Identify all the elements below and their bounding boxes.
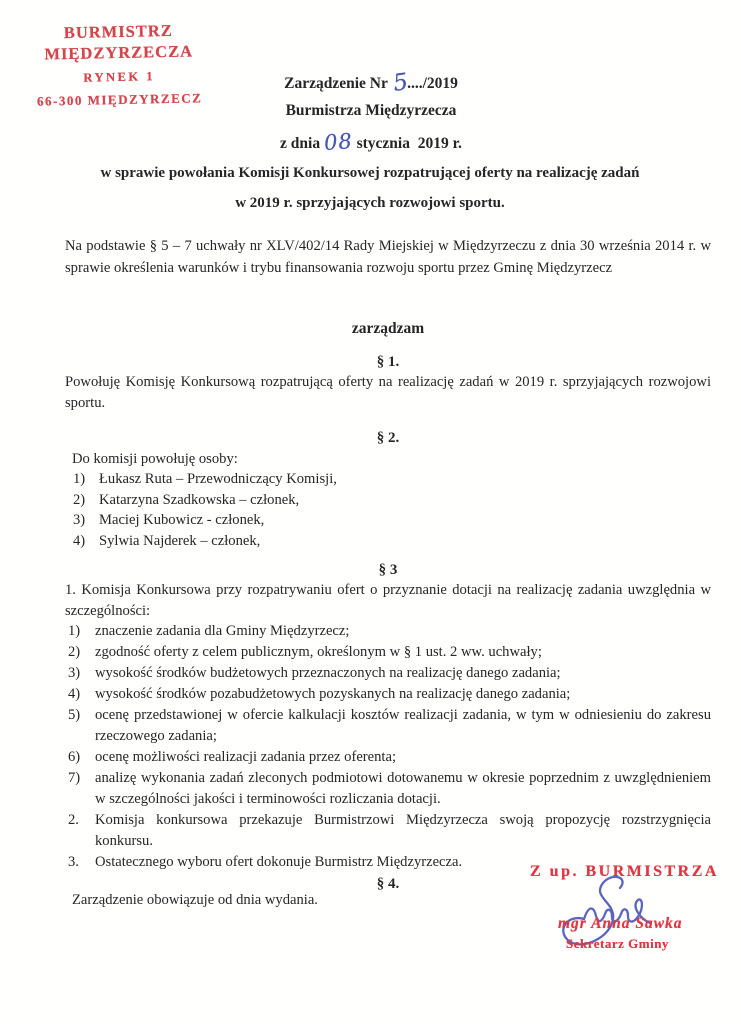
- date-prefix: z dnia: [280, 135, 324, 152]
- list-item-text: Ostatecznego wyboru ofert dokonuje Burmistrz Międzyrzecza.: [95, 854, 463, 870]
- list-item-text: wysokość środków pozabudżetowych pozyskanych na realizację danego zadania;: [95, 686, 571, 702]
- list-item-number: 2): [73, 491, 86, 508]
- list-item-text: Maciej Kubowicz - członek,: [99, 512, 265, 529]
- section-4-body: Zarządzenie obowiązuje od dnia wydania.: [72, 892, 318, 908]
- list-item-number: 3): [73, 512, 86, 529]
- list-item-text: wysokość środków budżetowych przeznaczonych na realizację danego zadania;: [95, 665, 561, 681]
- section-4-header: § 4.: [376, 876, 400, 892]
- handwritten-date: 08: [323, 129, 354, 155]
- date-suffix: stycznia 2019 r.: [352, 135, 462, 152]
- section-1-body: Powołuję Komisję Konkursową rozpatrującą oferty na realizację zadań w 2019 r. sprzyjających rozwojowi sportu.: [65, 374, 711, 411]
- list-item: [65, 469, 711, 490]
- document-number-prefix: Zarządzenie Nr: [284, 75, 392, 92]
- document-issuer: Burmistrza Międzyrzecza: [285, 102, 457, 119]
- list-item: [65, 810, 711, 852]
- list-item-text: Komisja konkursowa przekazuje Burmistrzowi Międzyrzecza swoją propozycję rozstrzygnięcia konkursu.: [95, 812, 711, 849]
- list-item-number: 6): [68, 749, 81, 765]
- stamp-city: 66-300 MIĘDZYRZECZ: [36, 89, 203, 109]
- section-2-header: § 2.: [376, 430, 400, 446]
- document-number-line: [65, 66, 677, 96]
- subject-line-2: w 2019 r. sprzyjających rozwojowi sportu.: [235, 195, 505, 211]
- list-item: [65, 642, 711, 663]
- stamp-street: RYNEK 1: [83, 69, 156, 85]
- list-item: [65, 510, 711, 531]
- section-3-intro: 1. Komisja Konkursowa przy rozpatrywaniu ofert o przyznanie dotacji na realizację zadania uwzględnia w szczególności:: [65, 582, 711, 619]
- list-item-text: Sylwia Najderek – członek,: [99, 532, 261, 549]
- document-date-line: [65, 126, 677, 156]
- list-item-number: 1): [68, 623, 81, 639]
- list-item-number: 7): [68, 770, 81, 786]
- section-2-intro: Do komisji powołuję osoby:: [72, 451, 238, 467]
- list-item-text: ocenę możliwości realizacji zadania przez oferenta;: [95, 749, 397, 765]
- criteria-list: [65, 621, 711, 873]
- list-item-number: 4): [73, 532, 86, 549]
- list-item-number: 4): [68, 686, 81, 702]
- list-item-text: Katarzyna Szadkowska – członek,: [99, 491, 300, 508]
- list-item: [65, 705, 711, 747]
- handwritten-number: 5: [391, 69, 411, 97]
- document-number-suffix: ..../2019: [407, 75, 458, 92]
- section-3-header: § 3: [378, 562, 398, 578]
- list-item-text: zgodność oferty z celem publicznym, określonym w § 1 ust. 2 ww. uchwały;: [95, 644, 542, 660]
- document-title-block: [65, 66, 677, 156]
- legal-basis-paragraph: Na podstawie § 5 – 7 uchwały nr XLV/402/14 Rady Miejskiej w Międzyrzeczu z dnia 30 września 2014 r. w sprawie określenia warunków i trybu finansowania rozwoju sportu przez Gminę Międzyrzecz: [65, 238, 711, 276]
- list-item: [65, 663, 711, 684]
- list-item: [65, 768, 711, 810]
- subject-line-1: w sprawie powołania Komisji Konkursowej rozpatrującej oferty na realizację zadań: [100, 165, 640, 181]
- list-item-number: 1): [73, 471, 86, 487]
- list-item-number: 3): [68, 665, 81, 681]
- list-item-text: ocenę przedstawionej w ofercie kalkulacji kosztów realizacji zadania, w tym w odniesieniu do zakresu rzeczowego zadania;: [95, 707, 711, 744]
- signatory-name: mgr Anna Sawka: [558, 915, 683, 932]
- document-subject: [38, 158, 702, 218]
- list-item: [65, 621, 711, 642]
- list-item: [65, 531, 711, 552]
- list-item-text: znaczenie zadania dla Gminy Międzyrzecz;: [95, 623, 350, 639]
- section-1-header: § 1.: [376, 354, 400, 370]
- stamp-office-name: BURMISTRZ MIĘDZYRZECZA: [44, 20, 194, 64]
- list-item-number: 5): [68, 707, 81, 723]
- signature-authorization-stamp: Z up. BURMISTRZA: [530, 863, 719, 880]
- ordain-word: zarządzam: [351, 320, 425, 337]
- list-item: [65, 684, 711, 705]
- list-item-number: 3.: [68, 854, 79, 870]
- signatory-role: Sekretarz Gminy: [566, 936, 669, 951]
- list-item-number: 2.: [68, 812, 79, 828]
- signature-block: [530, 862, 741, 982]
- committee-members-list: [65, 469, 711, 551]
- list-item-number: 2): [68, 644, 81, 660]
- list-item: [65, 490, 711, 511]
- list-item-text: analizę wykonania zadań zleconych podmiotowi dotowanemu w okresie poprzednim z uwzględnieniem w szczególności jakości i terminowości rozliczania dotacji.: [95, 770, 711, 807]
- list-item: [65, 747, 711, 768]
- list-item-text: Łukasz Ruta – Przewodniczący Komisji,: [99, 471, 337, 487]
